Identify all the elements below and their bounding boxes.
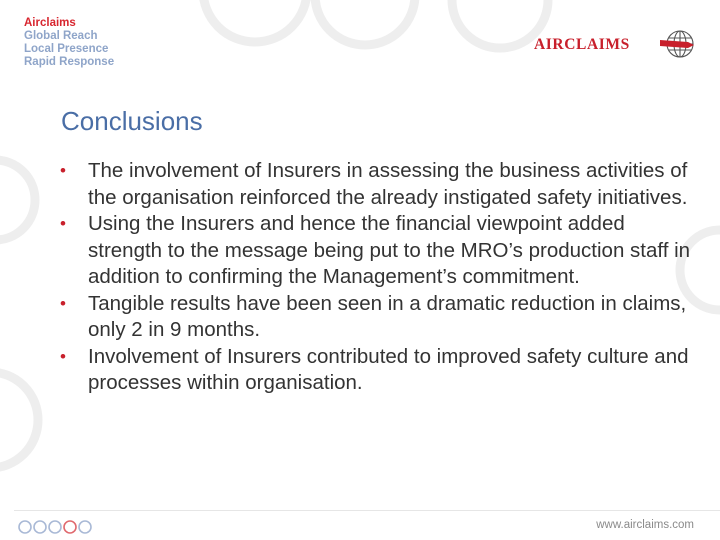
ring-circle — [64, 521, 76, 533]
slide-title: Conclusions — [61, 106, 203, 136]
logo-text: AIRCLAIMS — [534, 36, 630, 53]
bullet-item — [60, 291, 700, 344]
bullet-dot-icon: • — [60, 161, 66, 180]
bullet-text: Using the Insurers and hence the financial viewpoint added strength to the message being put to the MRO’s production staff in addition to confirming the Management’s commitment. — [88, 212, 691, 288]
bullet-dot-icon: • — [60, 214, 66, 233]
ring-circle — [49, 521, 61, 533]
bullet-text: Involvement of Insurers contributed to improved safety culture and processes within organisation. — [88, 344, 689, 394]
tagline-brand: Airclaims — [24, 17, 76, 29]
bullet-text: Tangible results have been seen in a dramatic reduction in claims, only 2 in 9 months. — [88, 291, 687, 341]
tagline-line-3: Rapid Response — [24, 56, 115, 68]
footer-url: www.airclaims.com — [596, 519, 694, 531]
tagline — [24, 17, 114, 69]
bullet-item — [60, 344, 700, 397]
bullet-item — [60, 158, 700, 211]
ring-circle — [79, 521, 91, 533]
ring-circles-icon — [17, 519, 93, 535]
footer-divider — [14, 510, 720, 511]
bullet-dot-icon: • — [60, 293, 66, 313]
ring-circle — [34, 521, 46, 533]
tagline-line-2: Local Presence — [24, 43, 109, 55]
airclaims-logo — [534, 27, 696, 61]
bullet-text: The involvement of Insurers in assessing the business activities of the organisation reinforced the already instigated safety initiatives. — [88, 159, 688, 209]
tagline-line-1: Global Reach — [24, 30, 98, 42]
bullet-item — [60, 211, 700, 291]
globe-icon — [660, 27, 696, 61]
bullet-list — [60, 158, 700, 397]
bullet-dot-icon: • — [60, 346, 66, 366]
ring-circle — [19, 521, 31, 533]
